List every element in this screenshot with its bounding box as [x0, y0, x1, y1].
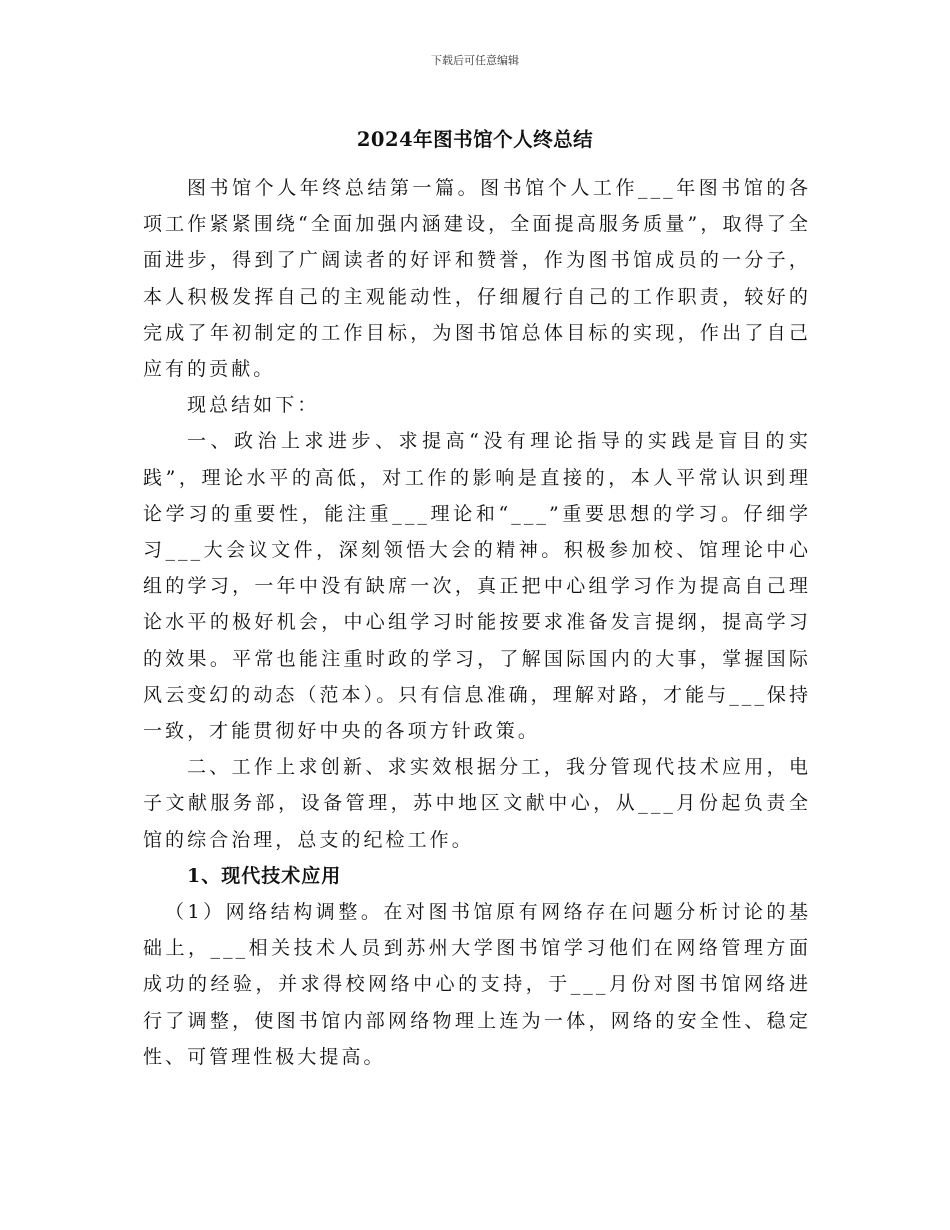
- paragraph-section-politics: 一、政治上求进步、求提高“没有理论指导的实践是盲目的实践”，理论水平的高低，对工作的影响是直接的，本人平常认识到理论学习的重要性，能注重___理论和“___”重要思想的学习。仔细学习___大会议文件，深刻领悟大会的精神。积极参加校、馆理论中心组的学习，一年中没有缺席一次，真正把中心组学习作为提高自己理论水平的极好机会，中心组学习时能按要求准备发言提纲，提高学习的效果。平常也能注重时政的学习，了解国际国内的大事，掌握国际风云变幻的动态（范本）。只有信息准确，理解对路，才能与___保持一致，才能贯彻好中央的各项方针政策。: [143, 430, 811, 743]
- subheading-modern-tech: 1、现代技术应用: [187, 864, 342, 887]
- paragraph-section-work: 二、工作上求创新、求实效根据分工，我分管现代技术应用，电子文献服务部，设备管理，苏中地区文献中心，从___月份起负责全馆的综合治理，总支的纪检工作。: [143, 756, 811, 851]
- paragraph-network-adjustment: （1）网络结构调整。在对图书馆原有网络存在问题分析讨论的基础上，___相关技术人员到苏州大学图书馆学习他们在网络管理方面成功的经验，并求得校网络中心的支持，于___月份对图书馆网络进行了调整，使图书馆内部网络物理上连为一体，网络的安全性、稳定性、可管理性极大提高。: [143, 901, 811, 1068]
- document-body: [143, 170, 811, 1075]
- paragraph-summary-lead: 现总结如下：: [187, 394, 320, 417]
- paragraph-intro: 图书馆个人年终总结第一篇。图书馆个人工作___年图书馆的各项工作紧紧围绕“全面加强内涵建设，全面提高服务质量”，取得了全面进步，得到了广阔读者的好评和赞誉，作为图书馆成员的一分子，本人积极发挥自己的主观能动性，仔细履行自己的工作职责，较好的完成了年初制定的工作目标，为图书馆总体目标的实现，作出了自己应有的贡献。: [143, 177, 811, 381]
- page-header-note: 下载后可任意编辑: [431, 54, 519, 67]
- document-title: 2024年图书馆个人终总结: [356, 128, 594, 151]
